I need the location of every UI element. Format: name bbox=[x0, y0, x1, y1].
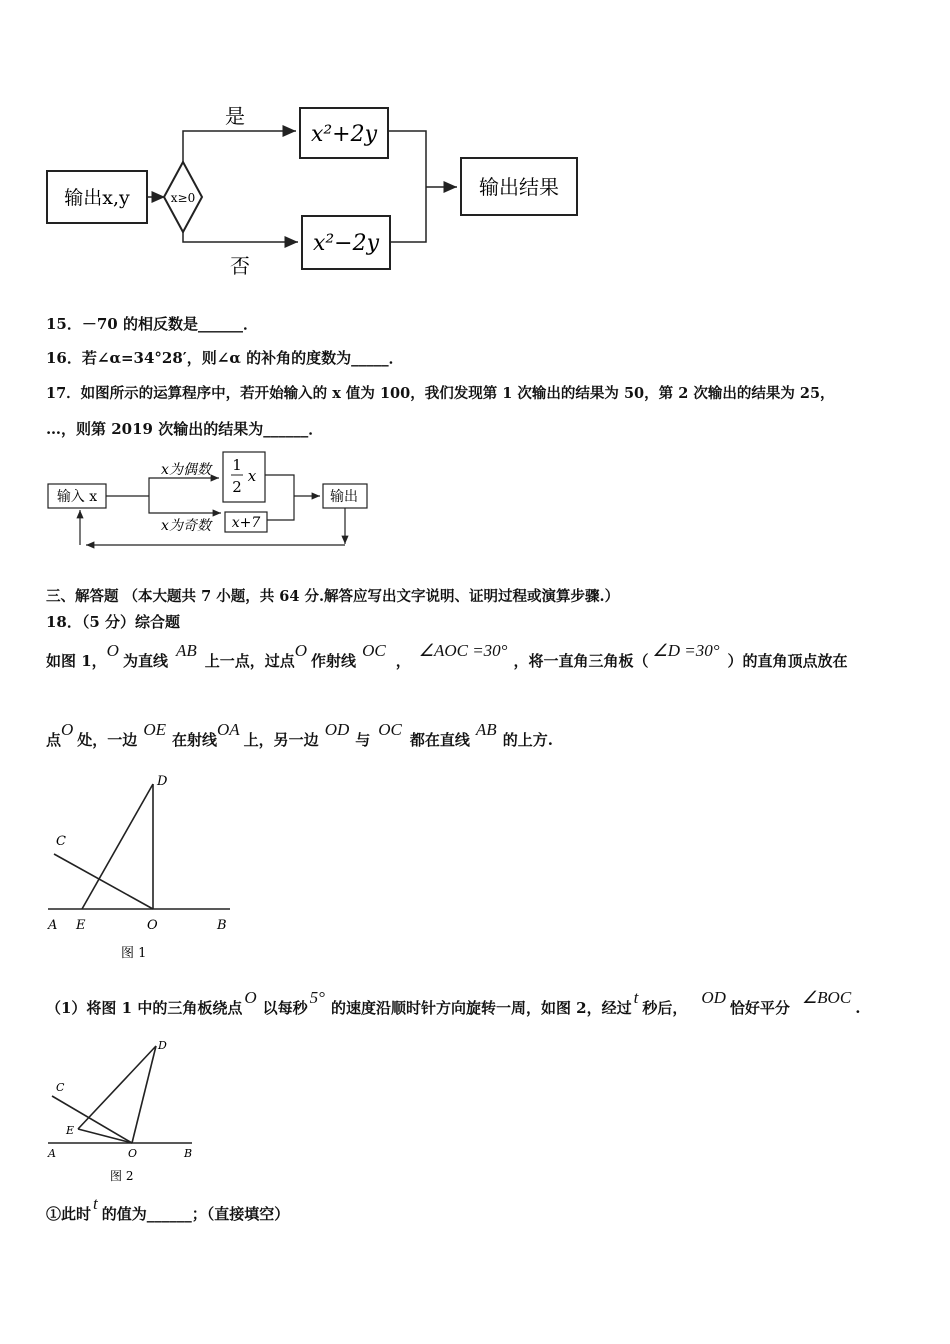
question-18-para2: 点O处，一边OE在射线OA上，另一边OD与OC都在直线AB的上方. bbox=[46, 720, 553, 749]
fig2-label-a: A bbox=[48, 1147, 56, 1160]
flow2-odd-label: x为奇数 bbox=[161, 518, 211, 534]
question-16: 16．若∠α=34°28′，则∠α 的补角的度数为_____． bbox=[46, 349, 404, 367]
flow2-even-den: 2 bbox=[232, 478, 242, 496]
figure-1 bbox=[44, 772, 244, 964]
flow2-even-num: 1 bbox=[232, 456, 242, 474]
flow2-output-label: 输出 bbox=[330, 489, 358, 505]
fig2-side-oe bbox=[78, 1129, 132, 1143]
question-18-para1: 如图 1，O为直线AB上一点，过点O作射线OC，∠AOC =30°，将一直角三角板（∠D =30°）的直角顶点放在 bbox=[46, 641, 848, 670]
question-18-sub1: （1）将图 1 中的三角板绕点O以每秒5°的速度沿顺时针方向旋转一周，如图 2，经过t秒后，OD恰好平分∠BOC. bbox=[46, 988, 861, 1017]
flow1-input-label: 输出x,y bbox=[64, 187, 130, 209]
fig2-label-b: B bbox=[184, 1147, 193, 1160]
fig1-label-o: O bbox=[147, 918, 158, 933]
flow1-output-label: 输出结果 bbox=[479, 175, 559, 199]
flow1-yes-label: 是 bbox=[225, 104, 245, 128]
flowchart-1 bbox=[40, 95, 600, 285]
question-18-sub1-part1: ①此时t的值为______；（直接填空） bbox=[46, 1194, 290, 1223]
fig2-caption: 图 2 bbox=[110, 1169, 134, 1183]
flow2-odd-expr: x+7 bbox=[231, 515, 261, 531]
fig2-side-od bbox=[132, 1046, 156, 1143]
flow1-top-expr: x²+2y bbox=[310, 122, 378, 147]
figure-2 bbox=[44, 1036, 204, 1186]
flow1-no-label: 否 bbox=[230, 254, 250, 278]
fig1-caption: 图 1 bbox=[121, 946, 147, 961]
fig1-label-d: D bbox=[157, 774, 168, 789]
flow2-input-label: 输入 x bbox=[56, 489, 98, 505]
fig2-label-d: D bbox=[158, 1039, 167, 1052]
question-18-title: 18．（5 分）综合题 bbox=[46, 613, 181, 631]
question-17-line1: 17．如图所示的运算程序中，若开始输入的 x 值为 100，我们发现第 1 次输出的结果为 50，第 2 次输出的结果为 25， bbox=[46, 385, 835, 402]
fig1-label-a: A bbox=[48, 918, 58, 933]
fig1-label-b: B bbox=[217, 918, 227, 933]
question-17-line2: …，则第 2019 次输出的结果为______． bbox=[46, 420, 324, 438]
flowchart-2 bbox=[44, 448, 384, 554]
question-15: 15．－70 的相反数是______． bbox=[46, 315, 258, 333]
fig2-side-ed bbox=[78, 1046, 156, 1129]
section-3-heading: 三、解答题 （本大题共 7 小题，共 64 分.解答应写出文字说明、证明过程或演算步骤.） bbox=[46, 588, 620, 605]
fig1-label-e: E bbox=[76, 918, 86, 933]
fig1-side-ed bbox=[82, 784, 153, 909]
flow1-bottom-expr: x²−2y bbox=[312, 231, 380, 256]
fig2-label-c: C bbox=[56, 1081, 65, 1094]
flow2-even-box bbox=[223, 452, 265, 502]
fig1-label-c: C bbox=[56, 834, 66, 849]
fig1-ray-oc bbox=[54, 854, 153, 909]
fig2-label-o: O bbox=[128, 1147, 138, 1160]
fig2-label-e: E bbox=[66, 1124, 75, 1137]
flow1-condition-label: x≥0 bbox=[170, 191, 196, 205]
flow2-even-var: x bbox=[247, 467, 257, 485]
fig2-ray-oc bbox=[52, 1096, 132, 1143]
flow2-even-label: x为偶数 bbox=[161, 462, 211, 478]
